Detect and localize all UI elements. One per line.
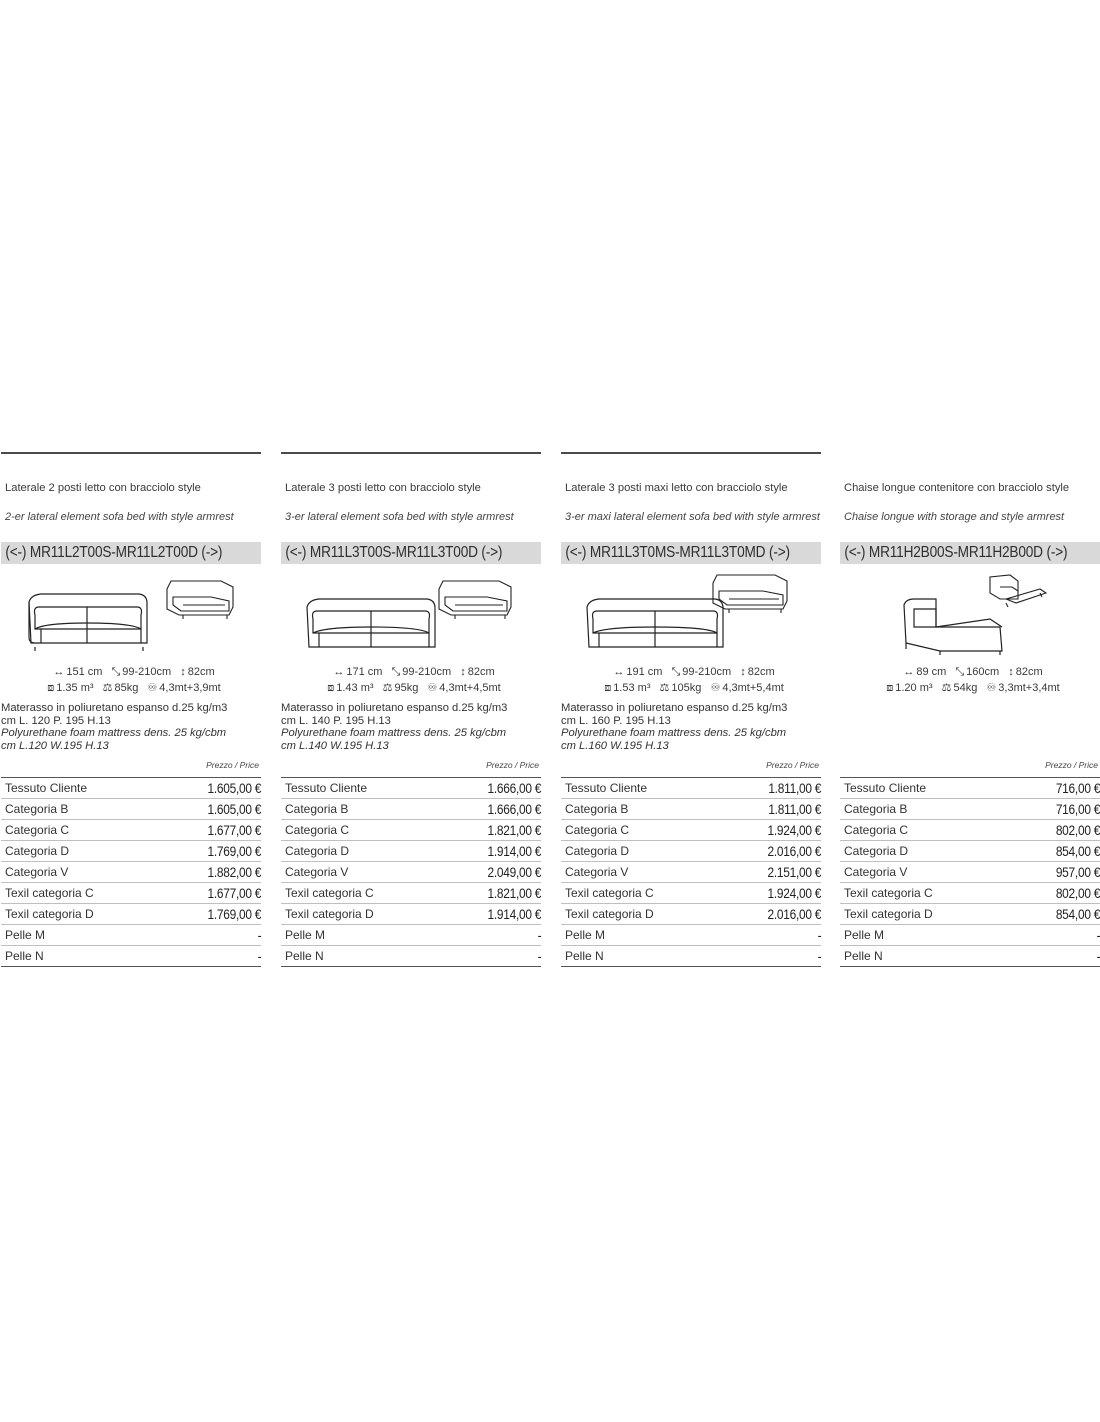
table-row: [1, 862, 261, 883]
chaise-longue-drawing: [840, 567, 1100, 667]
dimensions: ↔ 171 cm ⤡ 99-210cm ↕ 82cm ⧈ 1.43 m³ ⚖ 95kg ♾ 4,3mt+4,5mt: [327, 666, 501, 694]
table-row: [281, 841, 541, 862]
price-value: [716, 904, 821, 925]
price-value: [436, 946, 541, 967]
price-value: [1006, 778, 1100, 799]
price-value: [436, 820, 541, 841]
price-value: [716, 946, 821, 967]
price-value: [1006, 799, 1100, 820]
price-value: [156, 799, 261, 820]
price-value: [716, 799, 821, 820]
price-label: Tessuto Cliente: [561, 778, 716, 799]
sofa-bed-drawing: [1, 567, 261, 667]
product-card-1: [1, 452, 261, 964]
table-row: [840, 799, 1100, 820]
depth-arrow-icon: ⤡: [391, 666, 401, 678]
price-label: Categoria B: [561, 799, 716, 820]
price-value: [156, 925, 261, 946]
table-row: [1, 841, 261, 862]
price-label: Pelle N: [561, 946, 716, 967]
price-amount: 1.769,00 €: [207, 843, 261, 859]
height-arrow-icon: ↕: [740, 666, 746, 678]
depth-arrow-icon: ⤡: [671, 666, 681, 678]
price-value: [436, 904, 541, 925]
price-amount: 2.016,00 €: [767, 843, 821, 859]
price-amount: 1.605,00 €: [207, 780, 261, 796]
table-row: [1, 820, 261, 841]
table-row: [561, 841, 821, 862]
product-subtitle: Chaise longue with storage and style armrest: [844, 511, 1065, 523]
price-amount: 1.924,00 €: [767, 885, 821, 901]
price-label: Pelle N: [1, 946, 156, 967]
price-label: Categoria C: [281, 820, 436, 841]
price-amount: 1.914,00 €: [487, 906, 541, 922]
table-row: [840, 883, 1100, 904]
product-code: (<-) MR11L3T0MS-MR11L3T0MD (->): [561, 542, 821, 564]
price-amount: -: [257, 948, 261, 964]
price-amount: -: [817, 948, 821, 964]
table-row: [281, 778, 541, 799]
product-code: (<-) MR11H2B00S-MR11H2B00D (->): [840, 542, 1100, 564]
price-amount: -: [537, 927, 541, 943]
price-label: Texil categoria D: [281, 904, 436, 925]
price-amount: 2.151,00 €: [767, 864, 821, 880]
price-label: Pelle M: [561, 925, 716, 946]
price-label: Texil categoria D: [561, 904, 716, 925]
price-amount: 802,00 €: [1055, 885, 1100, 901]
depth-arrow-icon: ⤡: [111, 666, 121, 678]
dimensions: ↔ 151 cm ⤡ 99-210cm ↕ 82cm ⧈ 1.35 m³ ⚖ 85kg ♾ 4,3mt+3,9mt: [47, 666, 221, 694]
table-row: [1, 925, 261, 946]
product-subtitle: 3-er lateral element sofa bed with style armrest: [285, 511, 514, 523]
table-row: [840, 841, 1100, 862]
table-row: [1, 904, 261, 925]
width-arrow-icon: ↔: [333, 666, 345, 678]
price-table: [1, 777, 261, 967]
product-title: Laterale 3 posti maxi letto con bracciolo style: [565, 482, 788, 494]
price-header: Prezzo / Price: [1045, 760, 1098, 770]
fabric-roll-icon: ♾: [427, 682, 438, 694]
price-table: [281, 777, 541, 967]
price-value: [436, 841, 541, 862]
table-row: [281, 904, 541, 925]
table-row: [561, 925, 821, 946]
table-row: [561, 778, 821, 799]
table-row: [840, 925, 1100, 946]
price-label: Tessuto Cliente: [840, 778, 1006, 799]
height-arrow-icon: ↕: [460, 666, 466, 678]
price-label: Categoria B: [1, 799, 156, 820]
table-row: [281, 883, 541, 904]
height-arrow-icon: ↕: [1008, 666, 1014, 678]
price-amount: 1.821,00 €: [487, 885, 541, 901]
table-row: [1, 778, 261, 799]
fabric-roll-icon: ♾: [986, 682, 997, 694]
price-label: Texil categoria D: [840, 904, 1006, 925]
table-row: [840, 904, 1100, 925]
table-row: [561, 946, 821, 967]
price-label: Pelle N: [840, 946, 1006, 967]
price-value: [156, 778, 261, 799]
price-label: Categoria C: [1, 820, 156, 841]
price-label: Tessuto Cliente: [281, 778, 436, 799]
price-label: Categoria D: [1, 841, 156, 862]
table-row: [281, 946, 541, 967]
price-value: [716, 862, 821, 883]
table-row: [840, 946, 1100, 967]
price-amount: 802,00 €: [1055, 822, 1100, 838]
price-value: [716, 925, 821, 946]
table-row: [1, 946, 261, 967]
price-value: [716, 778, 821, 799]
price-value: [156, 904, 261, 925]
table-row: [561, 820, 821, 841]
price-label: Categoria D: [561, 841, 716, 862]
mattress-info: Materasso in poliuretano espanso d.25 kg/m3 cm L. 120 P. 195 H.13 Polyurethane foam mattress dens. 25 kg/cbm cm L.120 W.195 H.13: [1, 702, 228, 752]
dimensions: ↔ 191 cm ⤡ 99-210cm ↕ 82cm ⧈ 1.53 m³ ⚖ 105kg ♾ 4,3mt+5,4mt: [604, 666, 784, 694]
price-header: Prezzo / Price: [766, 760, 819, 770]
product-card-3: [561, 452, 821, 964]
price-value: [156, 883, 261, 904]
sofa-bed-drawing: [561, 567, 821, 667]
height-arrow-icon: ↕: [180, 666, 186, 678]
divider: [1, 452, 261, 454]
price-value: [1006, 820, 1100, 841]
price-amount: 1.677,00 €: [207, 885, 261, 901]
price-amount: 854,00 €: [1055, 906, 1100, 922]
weight-icon: ⚖: [659, 682, 670, 694]
product-card-2: [281, 452, 541, 964]
price-value: [156, 820, 261, 841]
product-title: Laterale 2 posti letto con bracciolo style: [5, 482, 201, 494]
price-amount: 1.666,00 €: [487, 780, 541, 796]
table-row: [281, 799, 541, 820]
price-label: Texil categoria C: [281, 883, 436, 904]
price-label: Categoria D: [281, 841, 436, 862]
table-row: [561, 904, 821, 925]
product-title: Laterale 3 posti letto con bracciolo style: [285, 482, 481, 494]
mattress-info: Materasso in poliuretano espanso d.25 kg/m3 cm L. 140 P. 195 H.13 Polyurethane foam mattress dens. 25 kg/cbm cm L.140 W.195 H.13: [281, 702, 508, 752]
price-amount: 716,00 €: [1055, 801, 1100, 817]
price-amount: 1.882,00 €: [207, 864, 261, 880]
price-amount: 1.914,00 €: [487, 843, 541, 859]
price-label: Texil categoria D: [1, 904, 156, 925]
price-amount: 1.605,00 €: [207, 801, 261, 817]
price-value: [716, 820, 821, 841]
table-row: [281, 862, 541, 883]
table-row: [1, 883, 261, 904]
table-row: [561, 862, 821, 883]
product-title: Chaise longue contenitore con bracciolo style: [844, 482, 1070, 494]
weight-icon: ⚖: [941, 682, 952, 694]
price-header: Prezzo / Price: [486, 760, 539, 770]
price-amount: -: [1096, 927, 1100, 943]
price-value: [1006, 946, 1100, 967]
price-label: Pelle M: [281, 925, 436, 946]
price-value: [1006, 883, 1100, 904]
price-amount: 1.924,00 €: [767, 822, 821, 838]
volume-box-icon: ⧈: [47, 682, 55, 694]
price-amount: 1.677,00 €: [207, 822, 261, 838]
table-row: [840, 778, 1100, 799]
price-label: Pelle M: [840, 925, 1006, 946]
price-amount: -: [817, 927, 821, 943]
fabric-roll-icon: ♾: [710, 682, 721, 694]
table-row: [1, 799, 261, 820]
price-value: [436, 883, 541, 904]
price-label: Categoria V: [1, 862, 156, 883]
weight-icon: ⚖: [382, 682, 393, 694]
price-value: [436, 799, 541, 820]
price-amount: 1.811,00 €: [768, 780, 821, 796]
price-label: Pelle M: [1, 925, 156, 946]
product-subtitle: 3-er maxi lateral element sofa bed with style armrest: [565, 511, 820, 523]
price-header: Prezzo / Price: [206, 760, 259, 770]
fabric-roll-icon: ♾: [147, 682, 158, 694]
price-value: [436, 778, 541, 799]
price-value: [156, 841, 261, 862]
price-value: [436, 862, 541, 883]
price-label: Categoria V: [281, 862, 436, 883]
product-code: (<-) MR11L2T00S-MR11L2T00D (->): [1, 542, 261, 564]
price-value: [1006, 841, 1100, 862]
price-value: [716, 883, 821, 904]
price-amount: -: [257, 927, 261, 943]
table-row: [561, 883, 821, 904]
sofa-bed-drawing: [281, 567, 541, 667]
price-value: [156, 946, 261, 967]
product-code: (<-) MR11L3T00S-MR11L3T00D (->): [281, 542, 541, 564]
width-arrow-icon: ↔: [613, 666, 625, 678]
table-row: [561, 799, 821, 820]
volume-box-icon: ⧈: [886, 682, 894, 694]
volume-box-icon: ⧈: [327, 682, 335, 694]
price-amount: -: [1096, 948, 1100, 964]
price-label: Categoria D: [840, 841, 1006, 862]
price-amount: 2.049,00 €: [487, 864, 541, 880]
price-value: [436, 925, 541, 946]
price-value: [1006, 904, 1100, 925]
table-row: [840, 820, 1100, 841]
price-label: Categoria V: [840, 862, 1006, 883]
width-arrow-icon: ↔: [903, 666, 915, 678]
price-label: Categoria B: [840, 799, 1006, 820]
table-row: [840, 862, 1100, 883]
price-table: [561, 777, 821, 967]
price-amount: 716,00 €: [1055, 780, 1100, 796]
mattress-info: Materasso in poliuretano espanso d.25 kg/m3 cm L. 160 P. 195 H.13 Polyurethane foam mattress dens. 25 kg/cbm cm L.160 W.195 H.13: [561, 702, 788, 752]
depth-arrow-icon: ⤡: [955, 666, 965, 678]
divider: [281, 452, 541, 454]
price-amount: 1.811,00 €: [768, 801, 821, 817]
price-label: Texil categoria C: [561, 883, 716, 904]
price-value: [156, 862, 261, 883]
price-amount: 854,00 €: [1055, 843, 1100, 859]
table-row: [281, 925, 541, 946]
divider: [561, 452, 821, 454]
price-amount: 1.821,00 €: [487, 822, 541, 838]
width-arrow-icon: ↔: [53, 666, 65, 678]
price-value: [1006, 862, 1100, 883]
volume-box-icon: ⧈: [604, 682, 612, 694]
price-label: Pelle N: [281, 946, 436, 967]
weight-icon: ⚖: [102, 682, 113, 694]
price-label: Categoria C: [840, 820, 1006, 841]
price-label: Tessuto Cliente: [1, 778, 156, 799]
price-amount: 2.016,00 €: [767, 906, 821, 922]
price-amount: 1.666,00 €: [487, 801, 541, 817]
price-label: Texil categoria C: [1, 883, 156, 904]
product-subtitle: 2-er lateral element sofa bed with style armrest: [5, 511, 234, 523]
price-label: Categoria V: [561, 862, 716, 883]
table-row: [281, 820, 541, 841]
price-amount: -: [537, 948, 541, 964]
dimensions: ↔ 89 cm ⤡ 160cm ↕ 82cm ⧈ 1.20 m³ ⚖ 54kg ♾ 3,3mt+3,4mt: [886, 666, 1060, 694]
price-value: [716, 841, 821, 862]
price-table: [840, 777, 1100, 967]
product-card-4: [840, 452, 1100, 964]
price-amount: 1.769,00 €: [207, 906, 261, 922]
price-label: Categoria C: [561, 820, 716, 841]
price-label: Categoria B: [281, 799, 436, 820]
price-value: [1006, 925, 1100, 946]
price-label: Texil categoria C: [840, 883, 1006, 904]
price-amount: 957,00 €: [1055, 864, 1100, 880]
